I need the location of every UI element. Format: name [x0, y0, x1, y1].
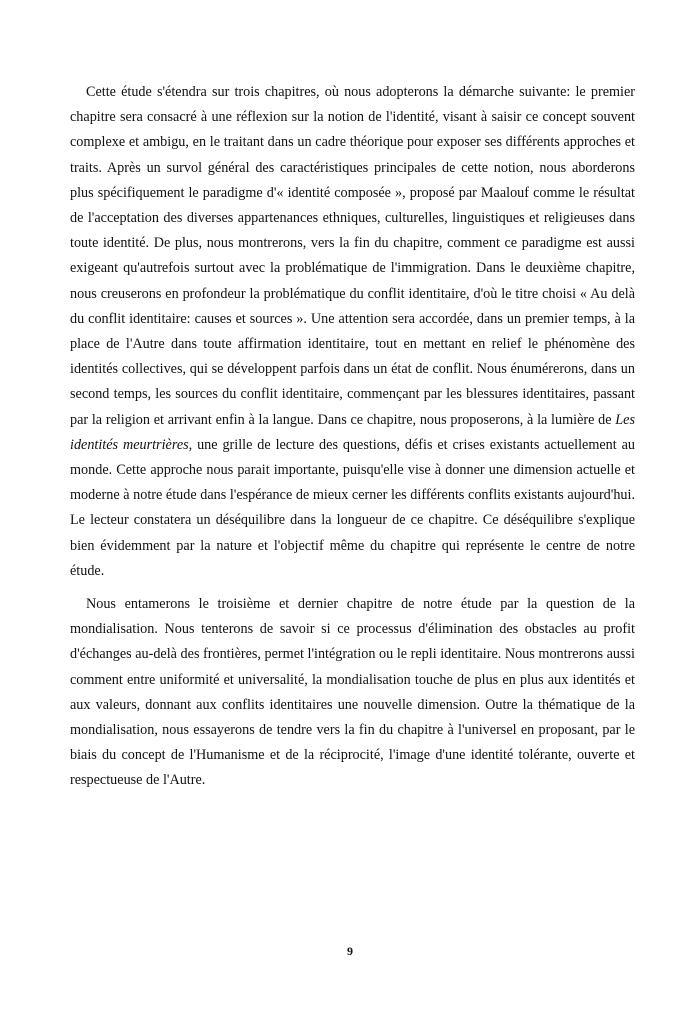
document-page — [70, 80, 635, 802]
paragraph-1-text-continued: , une grille de lecture des questions, défis et crises existants actuellement au monde. Cette approche nous parait importante, puisqu'elle vise à donner une dimension actuelle et moderne à notre étude dans l'espérance de mieux cerner les différents conflits existants aujourd'hui. Le lecteur constatera un déséquilibre dans la longueur de ce chapitre. Ce déséquilibre s'explique bien évidemment par la nature et l'objectif même du chapitre qui représente le centre de notre étude. — [70, 436, 635, 579]
paragraph-1-text: Cette étude s'étendra sur trois chapitres, où nous adopterons la démarche suivante: le premier chapitre sera consacré à une réflexion sur la notion de l'identité, visant à saisir ce concept souvent complexe et ambigu, en le traitant dans un cadre théorique pour exposer ses différents approches et traits. Après un survol général des caractéristiques principales de cette notion, nous aborderons plus spécifiquement le paradigme d'« identité composée », proposé par Maalouf comme le résultat de l'acceptation des diverses appartenances ethniques, culturelles, linguistiques et religieuses dans toute identité. De plus, nous montrerons, vers la fin du chapitre, comment ce paradigme est aussi exigeant qu'autrefois surtout avec la problématique de l'immigration. Dans le deuxième chapitre, nous creuserons en profondeur la problématique du conflit identitaire, d'où le titre choisi « Au delà du conflit identitaire: causes et sources ». Une attention sera accordée, dans un premier temps, à la place de l'Autre dans toute affirmation identitaire, tout en mettant en relief le phénomène des identités collectives, qui se développent parfois dans un état de conflit. Nous énumérerons, dans un second temps, les sources du conflit identitaire, commençant par les blessures identitaires, passant par la religion et arrivant enfin à la langue. Dans ce chapitre, nous proposerons, à la lumière de — [70, 84, 635, 428]
paragraph-third-chapter: Nous entamerons le troisième et dernier chapitre de notre étude par la question de la mondialisation. Nous tenterons de savoir si ce processus d'élimination des obstacles au profit d'échanges au-delà des frontières, permet l'intégration ou le repli identitaire. Nous montrerons aussi comment entre uniformité et universalité, la mondialisation touche de plus en plus aux identités et aux valeurs, donnant aux conflits identitaires une nouvelle dimension. Outre la thématique de la mondialisation, nous essayerons de tendre vers la fin du chapitre à l'universel en proposant, par le biais du concept de l'Humanisme et de la réciprocité, l'image d'une identité tolérante, ouverte et respectueuse de l'Autre. — [70, 596, 635, 789]
page-number: 9 — [347, 944, 353, 958]
paragraph-chapters-overview — [70, 80, 635, 584]
book-title-italic: Les identités meurtrières — [70, 411, 635, 453]
